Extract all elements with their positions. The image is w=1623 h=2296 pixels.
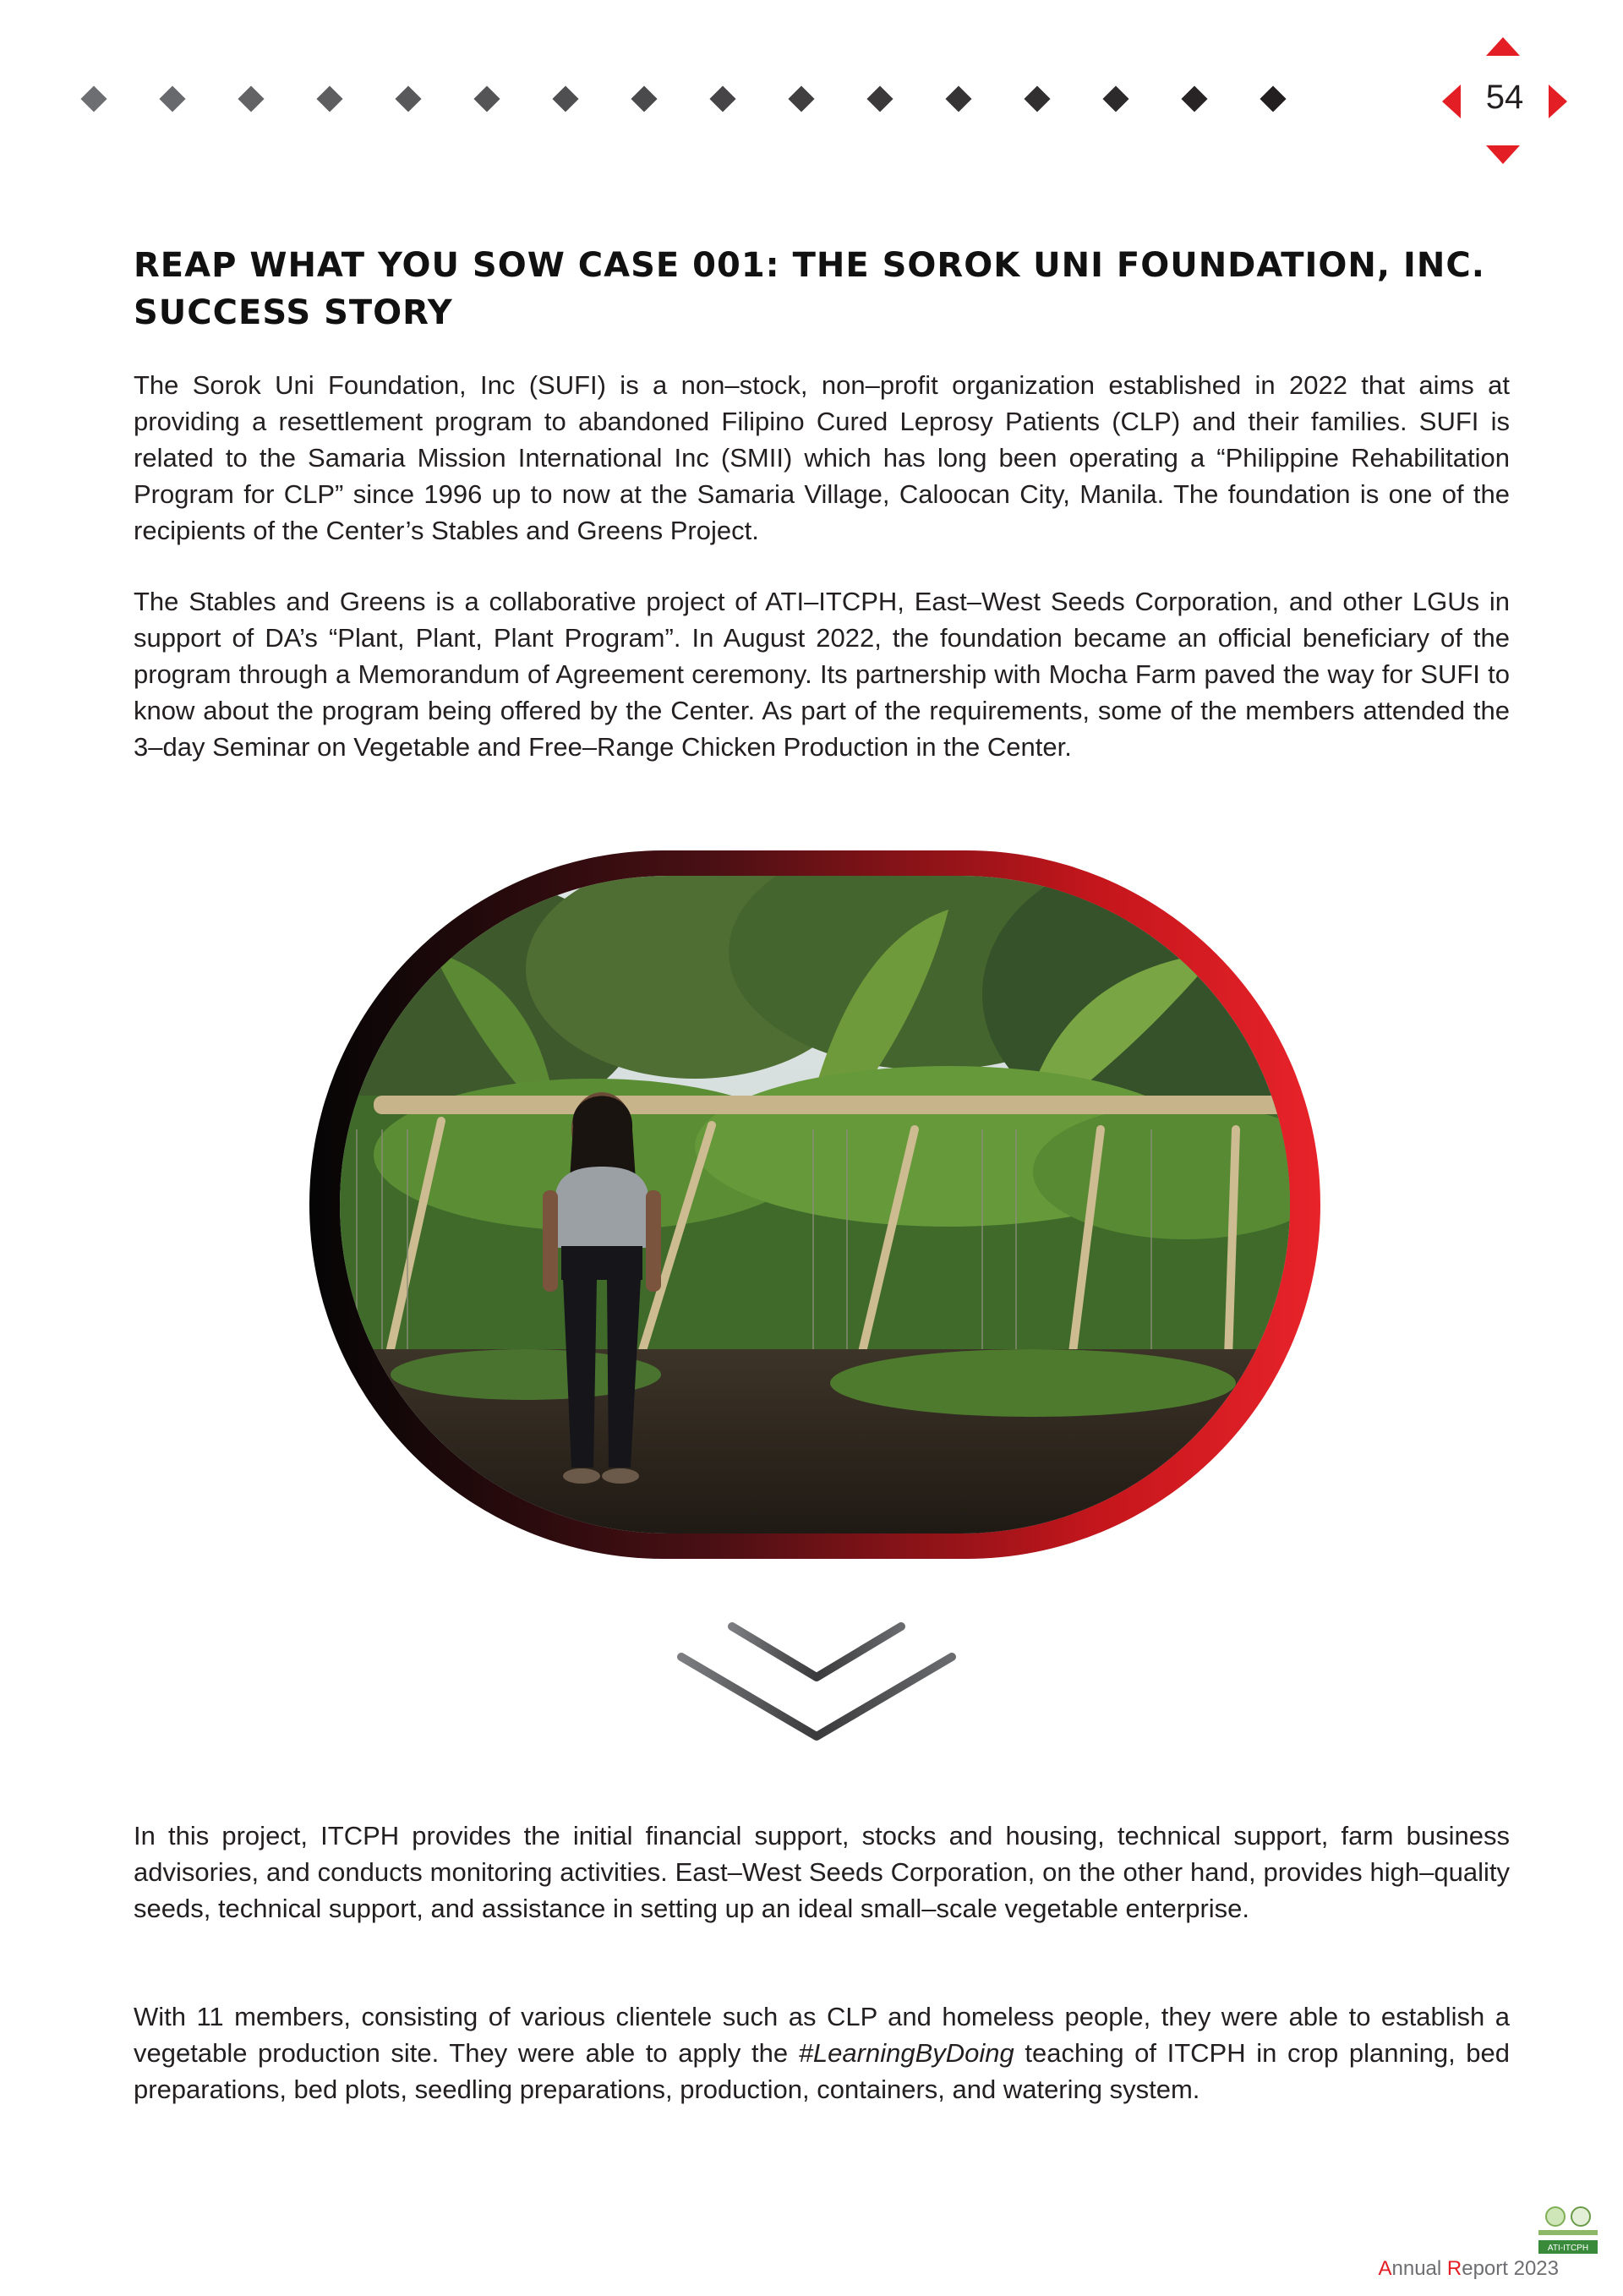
header-diamond-row: [85, 90, 1302, 110]
header-diamond: [866, 85, 893, 112]
header-diamond: [238, 85, 264, 112]
page-number-indicator: [1442, 37, 1567, 164]
ati-itcph-logo: [1537, 2205, 1599, 2255]
photo-frame: [309, 850, 1320, 1559]
page-number: 54: [1485, 79, 1524, 116]
header-diamond: [159, 85, 185, 112]
paragraph-members-text-2: teaching of ITCPH in crop planning, bed preparations, bed plots, seedling preparations, production, containers, and watering system.: [134, 2038, 1511, 2104]
header-diamond: [945, 85, 971, 112]
garden-photo: [340, 876, 1290, 1533]
arrow-right-icon: [1549, 85, 1567, 118]
paragraph-members-text-1: With 11 members, consisting of various clientele such as CLP and homeless people, they were able to establish a vegetable production site. They were able to apply the: [134, 2002, 1510, 2068]
paragraph-members: [134, 1998, 1510, 2107]
header-diamond: [631, 85, 657, 112]
arrow-up-icon: [1486, 37, 1520, 56]
header-diamond: [316, 85, 342, 112]
arrow-left-icon: [1442, 85, 1461, 118]
arrow-down-icon: [1486, 145, 1520, 164]
header-diamond: [80, 85, 107, 112]
footer-report-rest: eport 2023: [1462, 2257, 1559, 2280]
chevron-down-icon: [673, 1615, 960, 1741]
header-diamond: [1181, 85, 1207, 112]
footer-report-r: R: [1446, 2257, 1462, 2280]
header-diamond: [395, 85, 421, 112]
paragraph-stables-and-greens: The Stables and Greens is a collaborative project of ATI–ITCPH, East–West Seeds Corporation, and other LGUs in support of DA’s “Plant, Plant, Plant Program”. In August 2022, the foundation became an official beneficiary of the program through a Memorandum of Agreement ceremony. Its partnership with Mocha Farm paved the way for SUFI to know about the program being offered by the Center. As part of the requirements, some of the members attended the 3–day Seminar on Vegetable and Free–Range Chicken Production in the Center.: [134, 587, 1510, 762]
svg-text:ATI-ITCPH: ATI-ITCPH: [1547, 2244, 1589, 2253]
header-diamond: [1260, 85, 1286, 112]
header-diamond: [709, 85, 735, 112]
footer-report-nnual: nnual: [1391, 2257, 1447, 2280]
footer-report-label: [1378, 2257, 1559, 2281]
paragraph-intro: The Sorok Uni Foundation, Inc (SUFI) is a non–stock, non–profit organization established in 2022 that aims at providing a resettlement program to abandoned Filipino Cured Leprosy Patients (CLP) and their families. SUFI is related to the Samaria Mission International Inc (SMII) which has long been operating a “Philippine Rehabilitation Program for CLP” since 1996 up to now at the Samaria Village, Caloocan City, Manila. The foundation is one of the recipients of the Center’s Stables and Greens Project.: [134, 370, 1510, 545]
header-diamond: [552, 85, 578, 112]
header-diamond: [473, 85, 500, 112]
header-diamond: [1102, 85, 1128, 112]
header-diamond: [1024, 85, 1050, 112]
hashtag-learning-by-doing: #LearningByDoing: [798, 2038, 1014, 2068]
footer-report-a: A: [1378, 2257, 1392, 2280]
article-title: REAP WHAT YOU SOW CASE 001: THE SOROK UNI FOUNDATION, INC. SUCCESS STORY: [134, 246, 1485, 332]
header-diamond: [788, 85, 814, 112]
paragraph-project-support: In this project, ITCPH provides the initial financial support, stocks and housing, technical support, farm business advisories, and conducts monitoring activities. East–West Seeds Corporation, on the other hand, provides high–quality seeds, technical support, and assistance in setting up an ideal small–scale vegetable enterprise.: [134, 1821, 1510, 1923]
